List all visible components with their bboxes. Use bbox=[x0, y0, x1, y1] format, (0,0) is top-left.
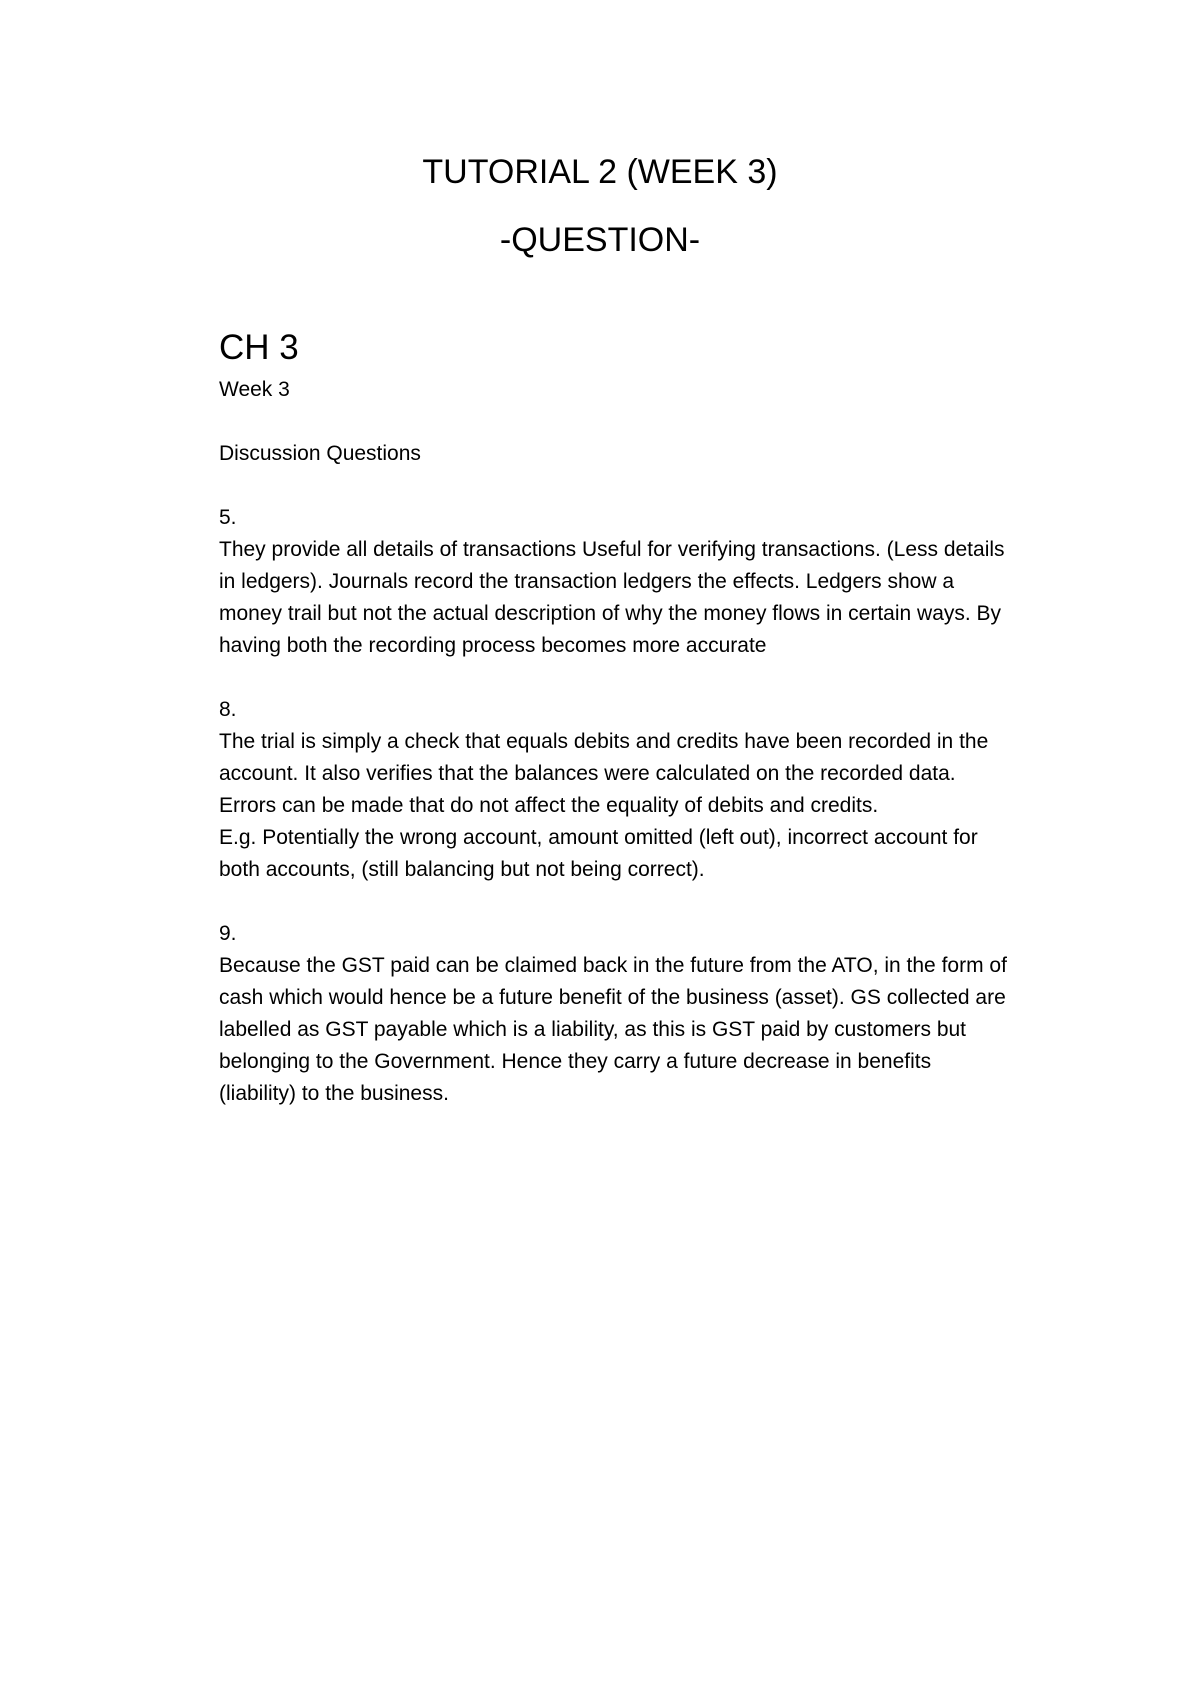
answer-line: The trial is simply a check that equals debits and credits have been recorded in the bbox=[219, 730, 989, 753]
question-number: 8. bbox=[219, 698, 237, 721]
answer-line: Errors can be made that do not affect the equality of debits and credits. bbox=[219, 794, 879, 817]
question-answer-5 bbox=[219, 502, 1079, 662]
section-heading: Discussion Questions bbox=[219, 442, 421, 465]
answer-line: cash which would hence be a future benefit of the business (asset). GS collected are bbox=[219, 986, 1006, 1009]
answer-line: money trail but not the actual description of why the money flows in certain ways. By bbox=[219, 602, 1002, 625]
document-subtitle: -QUESTION- bbox=[499, 221, 701, 259]
answer-line: in ledgers). Journals record the transaction ledgers the effects. Ledgers show a bbox=[219, 570, 955, 593]
answer-line: having both the recording process becomes more accurate bbox=[219, 634, 767, 657]
document-title: TUTORIAL 2 (WEEK 3) bbox=[422, 153, 778, 191]
answer-line: account. It also verifies that the balances were calculated on the recorded data. bbox=[219, 762, 956, 785]
answer-line: labelled as GST payable which is a liability, as this is GST paid by customers but bbox=[219, 1018, 967, 1041]
question-number: 5. bbox=[219, 506, 237, 529]
answer-line: They provide all details of transactions Useful for verifying transactions. (Less details bbox=[219, 538, 1005, 561]
answer-line: Because the GST paid can be claimed back in the future from the ATO, in the form of bbox=[219, 954, 1007, 977]
answer-line: E.g. Potentially the wrong account, amount omitted (left out), incorrect account for bbox=[219, 826, 978, 849]
answer-line: both accounts, (still balancing but not being correct). bbox=[219, 858, 705, 881]
question-answer-9 bbox=[219, 918, 1079, 1110]
answer-line: belonging to the Government. Hence they carry a future decrease in benefits bbox=[219, 1050, 932, 1073]
document-body bbox=[219, 326, 1079, 1142]
question-answer-8 bbox=[219, 694, 1079, 886]
chapter-heading: CH 3 bbox=[219, 328, 299, 367]
answer-line: (liability) to the business. bbox=[219, 1082, 449, 1105]
question-number: 9. bbox=[219, 922, 237, 945]
week-label: Week 3 bbox=[219, 378, 290, 401]
